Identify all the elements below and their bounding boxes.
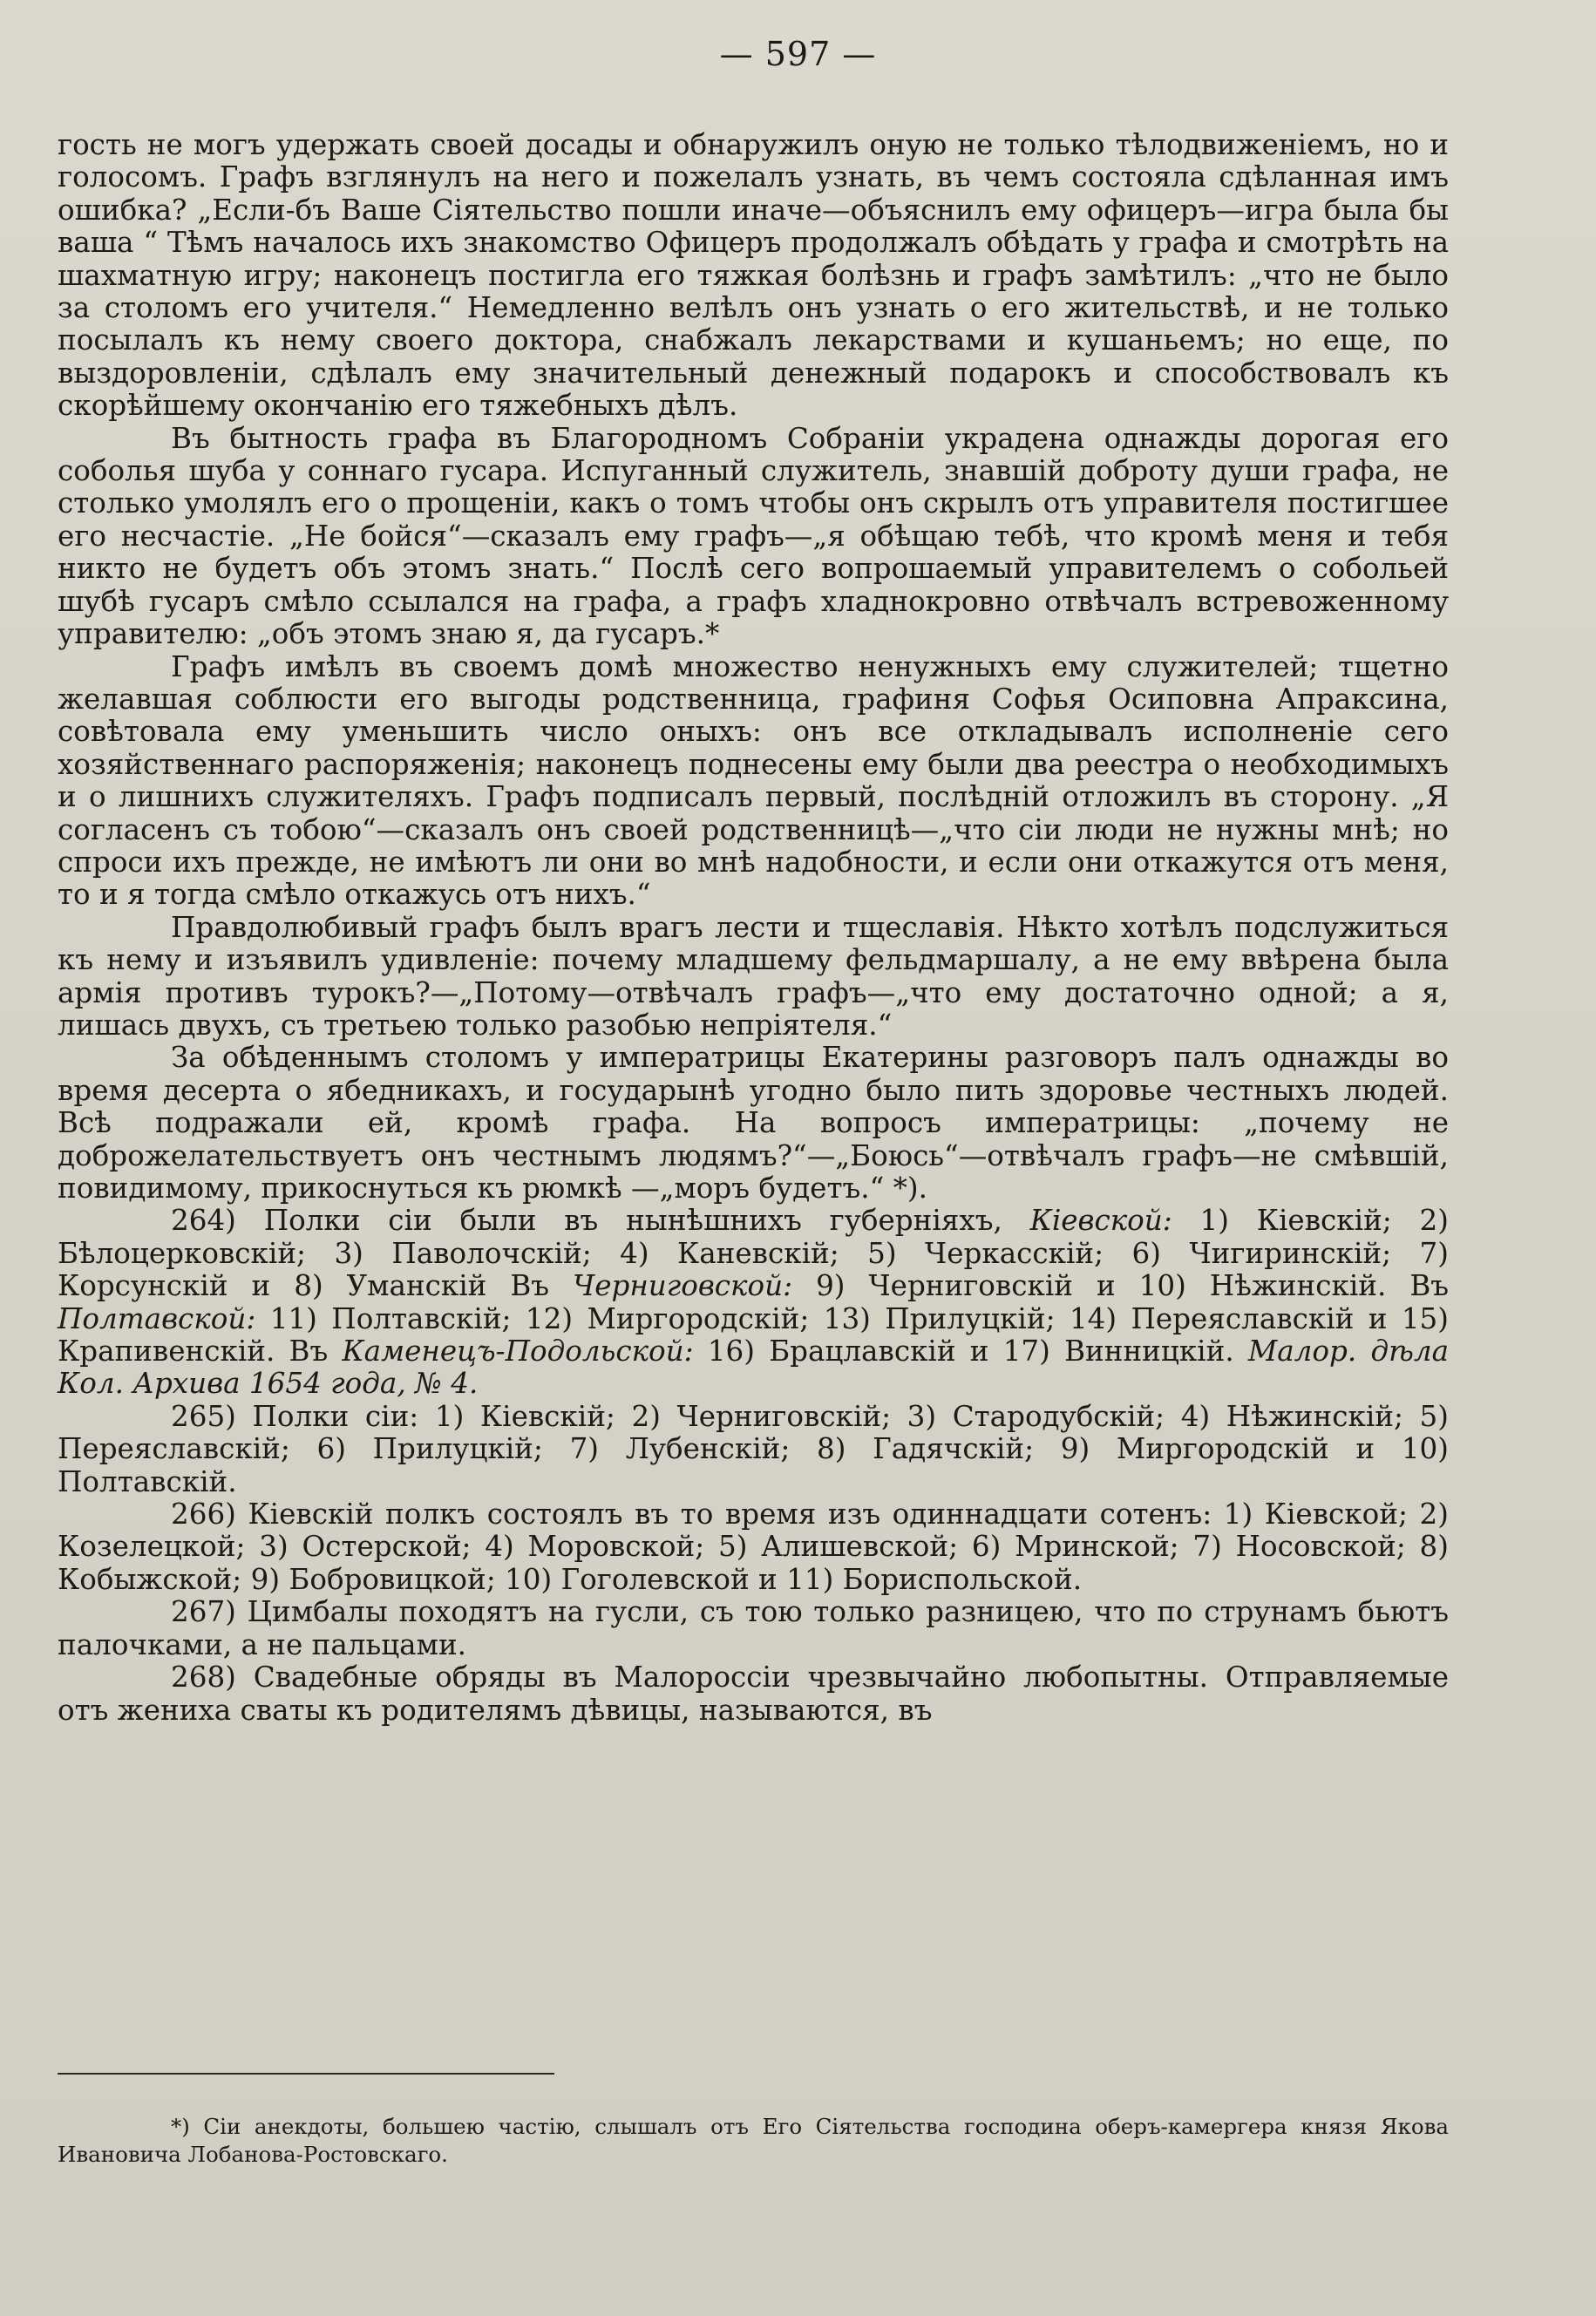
- note-265: 265) Полки сіи: 1) Кіевскій; 2) Черниговскій; 3) Стародубскій; 4) Нѣжинскій; 5) Переяславскій; 6) Прилуцкій; 7) Лубенскій; 8) Гадячскій; 9) Миргородскій и 10) Полтавскій.: [58, 1399, 1449, 1498]
- paragraph-5: За обѣденнымъ столомъ у императрицы Екатерины разговоръ палъ однажды во время десерта о ябедникахъ, и государынѣ угодно было пить здоровье честныхъ людей. Всѣ подражали ей, кромѣ графа. На вопросъ императрицы: „почему не доброжелательствуетъ онъ честнымъ людямъ?“—„Боюсь“—отвѣчалъ графъ—не смѣвшій, повидимому, прикоснуться къ рюмкѣ —„моръ будетъ.“ *).: [58, 1041, 1449, 1205]
- note-266: 266) Кіевскій полкъ состоялъ въ то время изъ одиннадцати сотенъ: 1) Кіевской; 2) Козелецкой; 3) Остерской; 4) Моровской; 5) Алишевской; 6) Мринской; 7) Носовской; 8) Кобыжской; 9) Бобровицкой; 10) Гоголевской и 11) Бориспольской.: [58, 1498, 1449, 1596]
- note-264-part-e: 16) Брацлавскій и 17) Винницкій.: [693, 1335, 1248, 1369]
- note-268: 268) Свадебные обряды въ Малороссіи чрезвычайно любопытны. Отправляемые отъ жениха сваты къ родителямъ дѣвицы, называются, въ: [58, 1661, 1449, 1727]
- paragraph-1: гость не могъ удержать своей досады и обнаружилъ оную не только тѣлодвиженіемъ, но и голосомъ. Графъ взглянулъ на него и пожелалъ узнать, въ чемъ состояла сдѣланная имъ ошибка? „Если-бъ Ваше Сіятельство пошли иначе—объяснилъ ему офицеръ—игра была бы ваша “ Тѣмъ началось ихъ знакомство Офицеръ продолжалъ обѣдать у графа и смотрѣть на шахматную игру; наконецъ постигла его тяжкая болѣзнь и графъ замѣтилъ: „что не было за столомъ его учителя.“ Немедленно велѣлъ онъ узнать о его жительствѣ, и не только посылалъ къ нему своего доктора, снабжалъ лекарствами и кушаньемъ; но еще, по выздоровленіи, сдѣлалъ ему значительный денежный подарокъ и способствовалъ къ скорѣйшему окончанію его тяжебныхъ дѣлъ.: [58, 128, 1449, 423]
- note-264-poltava: Полтавской:: [58, 1301, 256, 1335]
- footnote: *) Сіи анекдоты, большею частію, слышалъ отъ Его Сіятельства господина оберъ-камергера князя Якова Ивановича Лобанова-Ростовскаго.: [58, 2114, 1449, 2167]
- note-264-kiev: Кіевской:: [1029, 1204, 1172, 1238]
- paragraph-2: Въ бытность графа въ Благородномъ Собраніи украдена однажды дорогая его соболья шуба у соннаго гусара. Испуганный служитель, знавшій доброту души графа, не столько умолялъ его о прощеніи, какъ о томъ чтобы онъ скрылъ отъ управителя постигшее его несчастіе. „Не бойся“—сказалъ ему графъ—„я обѣщаю тебѣ, что кромѣ меня и тебя никто не будетъ объ этомъ знать.“ Послѣ сего вопрошаемый управителемъ о собольей шубѣ гусаръ смѣло ссылался на графа, а графъ хладнокровно отвѣчалъ встревоженному управителю: „объ этомъ знаю я, да гусаръ.*: [58, 421, 1449, 651]
- note-264-source: Малор. дѣла Кол. Архива 1654 года, № 4.: [58, 1335, 1450, 1401]
- page-number: — 597 —: [719, 35, 877, 73]
- paragraph-3: Графъ имѣлъ въ своемъ домѣ множество ненужныхъ ему служителей; тщетно желавшая соблюсти его выгоды родственница, графиня Софья Осиповна Апраксина, совѣтовала ему уменьшить число оныхъ: онъ все откладывалъ исполненіе сего хозяйственнаго распоряженія; наконецъ поднесены ему были два реестра о необходимыхъ и о лишнихъ служителяхъ. Графъ подписалъ первый, послѣдній отложилъ въ сторону. „Я согласенъ съ тобою“—сказалъ онъ своей родственницѣ—„что сіи люди не нужны мнѣ; но спроси ихъ прежде, не имѣютъ ли они во мнѣ надобности, и если они откажутся отъ меня, то и я тогда смѣло откажусь отъ нихъ.“: [58, 649, 1449, 912]
- note-264-part-c: 9) Черниговскій и 10) Нѣжинскій. Въ: [792, 1269, 1449, 1303]
- note-267: 267) Цимбалы походятъ на гусли, съ тою только разницею, что по струнамъ бьютъ палочками, а не пальцами.: [58, 1595, 1449, 1661]
- note-264-chernigov: Черниговской:: [573, 1269, 793, 1303]
- paragraph-4: Правдолюбивый графъ былъ врагъ лести и тщеславія. Нѣкто хотѣлъ подслужиться къ нему и изъявилъ удивленіе: почему младшему фельдмаршалу, а не ему ввѣрена была армія противъ турокъ?—„Потому—отвѣчалъ графъ—„что ему достаточно одной; а я, лишась двухъ, съ третьею только разобью непріятеля.“: [58, 910, 1449, 1042]
- note-264-kamenets: Каменецъ-Подольской:: [342, 1335, 694, 1369]
- note-264: [58, 1205, 1449, 1400]
- note-264-part-d: 11) Полтавскій; 12) Миргородскій; 13) Прилуцкій; 14) Переяславскій и 15) Крапивенскій. Въ: [58, 1301, 1449, 1369]
- note-264-part-b: 1) Кіевскій; 2) Бѣлоцерковскій; 3) Паволочскій; 4) Каневскій; 5) Черкасскій; 6) Чигиринскій; 7) Корсунскій и 8) Уманскій Въ: [58, 1204, 1449, 1303]
- note-264-part-a: 264) Полки сіи были въ нынѣшнихъ губерніяхъ,: [171, 1204, 1030, 1238]
- main-text: [58, 129, 1449, 1727]
- footnote-divider: [58, 2073, 554, 2075]
